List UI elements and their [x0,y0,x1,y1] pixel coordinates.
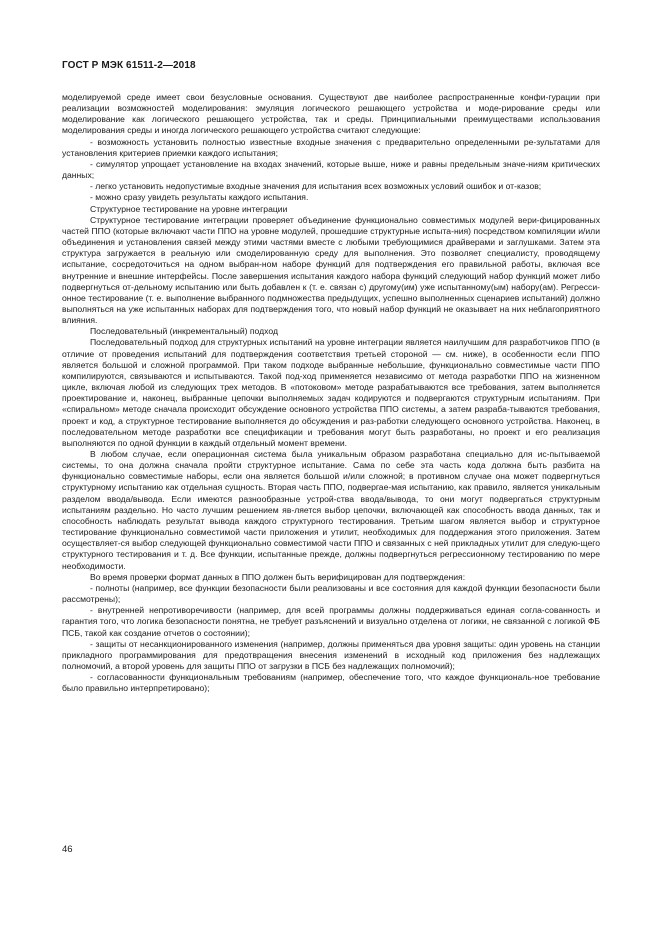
list-item: - защиты от несанкционированного изменения (например, должны применяться два уровня защиты: один уровень на станции прикладного программирования для предотвращения внесения изменений в исходный код приложения без надлежащих полномочий, а второй уровень для защиты ППО от загрузки в ПСБ без надлежащих полномочий); [62,638,600,671]
paragraph: моделируемой среде имеет свои безусловные основания. Существуют две наиболее распространенные конфи-гурации при реализации возможностей моделирования: эмуляция логического решающего устройства и моде-рирование среды или моделирование как логического решающего устройства, так и среды. Принципиальными преимуществами использования моделирования среды и иногда логического решающего устройства считают следующие: [62,92,600,136]
list-item: - симулятор упрощает установление на входах значений, которые выше, ниже и равны предельным значе-ниям критических данных; [62,158,600,181]
paragraph: В любом случае, если операционная система была уникальным образом разработана специально для ис-пытываемой системы, то она должна сначала пройти структурное испытание. Сама по себе эта часть кода должна быть разбита на функционально совместимые наборы, если она является большой и/или сложной; в противном случае она может подвергнуться структурному испытанию как отдельная сущность. Вторая часть ППО, подвергае-мая испытанию, как правило, является уникальным разделом ввода/вывода. Если имеются разнообразные устрой-ства ввода/вывода, то они могут подвергаться структурным испытаниям раздельно. Но часто лучшим решением яв-ляется выбор цепочки, включающей как способность ввода данных, так и способность наблюдать результат вывода каждого структурного тестирования. Третьим шагом является выбор и структурное тестирование функционально совместимой части приложения и утилит, необходимых для поддержания этого приложения. Затем осуществляет-ся выбор следующей функционально совместимой части ППО и связанных с ней прикладных утилит для следую-щего структурного тестирования и т. д. Все функции, испытанные прежде, должны подвергнуться регрессионному тестированию по мере необходимости. [62,449,600,571]
list-item: - можно сразу увидеть результаты каждого испытания. [90,192,309,203]
list-item: - согласованности функциональным требованиям (например, обеспечение того, что каждое функциональ-ное требование было правильно интерпретировано); [62,672,600,694]
paragraph: Во время проверки формат данных в ППО должен быть верифицирован для подтверждения: [90,571,466,582]
document-header: ГОСТ Р МЭК 61511-2—2018 [62,60,196,71]
list-item: - внутренней непротиворечивости (например, для всей программы должны поддерживаться единая согла-сованность и гарантия того, что логика безопасности понятна, не требует разъяснений и визуально отделена от логики, не связанной с логикой ФБ ПСБ, такой как создание отчетов о состоянии); [62,605,600,638]
list-item: - возможность установить полностью известные входные значения с предварительно определенными ре-зультатами для установления критериев приемки каждого испытания; [62,136,600,158]
page-number: 46 [62,844,73,855]
paragraph: Структурное тестирование интеграции проверяет объединение функционально совместимых модулей вери-фицированных частей ППО (которые включают части ППО на уровне модулей, прошедшие структурные испыта-ния) посредством компиляции и/или объединения и установления связей между этими частями вместе с любыми требующимися драйверами и заглушками. Затем эта структура загружается в реальную или смоделированную среду для выполнения. Это позволяет специалисту, проводящему испытание, сосредоточиться на одном выбран-ном наборе функций для подтверждения его правильной работы, включая все внутренние и внешние интерфейсы. После завершения испытания каждого набора функций следующий набор функций может либо подвергнуться от-дельному испытанию или быть добавлен к (т. е. связан с) другому(им) уже испытанному(ым) набору(ам). Регресси-онное тестирование (т. е. выполнение выбранного подмножества предыдущих, успешно выполненных сценариев испытаний) должно выполняться на уже испытанных наборах для подтверждения того, что новый набор функций не оказывает на них неблагоприятного влияния. [62,214,600,326]
section-heading: Структурное тестирование на уровне интеграции [90,203,288,214]
list-item: - легко установить недопустимые входные значения для испытания всех возможных условий ошибок и от-казов; [90,181,542,192]
list-item: - полноты (например, все функции безопасности были реализованы и все состояния для каждой функции безопасности были рассмотрены); [62,582,600,605]
section-heading: Последовательный (инкрементальный) подход [90,326,278,337]
document-body [62,92,600,694]
paragraph: Последовательный подход для структурных испытаний на уровне интеграции является наилучшим для разработчиков ППО (в отличие от проведения испытаний для подтверждения соответствия третьей стороной — см. ниже), в особенности если ППО является большой и сложной программой. При таком подходе выбранные небольшие, функционально совместимые части ППО компилируются, связываются и испытываются. Такой под-ход применяется независимо от метода разработки ППО на жизненном цикле, включая любой из следующих трех методов. В «потоковом» методе разрабатываются все требования, затем выполняется проектирование и, наконец, выбранные цепочки выполняемых задач кодируются и подвергаются структурным испытаниям. При «спиральном» методе сначала происходит обсуждение основного устройства ППО системы, а затем разраба-тываются требования, проект и код, а структурное тестирование выполняется до обсуждения и раз-работки следующего основного устройства. Наконец, в последовательном методе разработки все спецификации и требования могут быть разработаны, но проект и его реализация выполняются по одной функции в каждый отдельный момент времени. [62,337,600,448]
